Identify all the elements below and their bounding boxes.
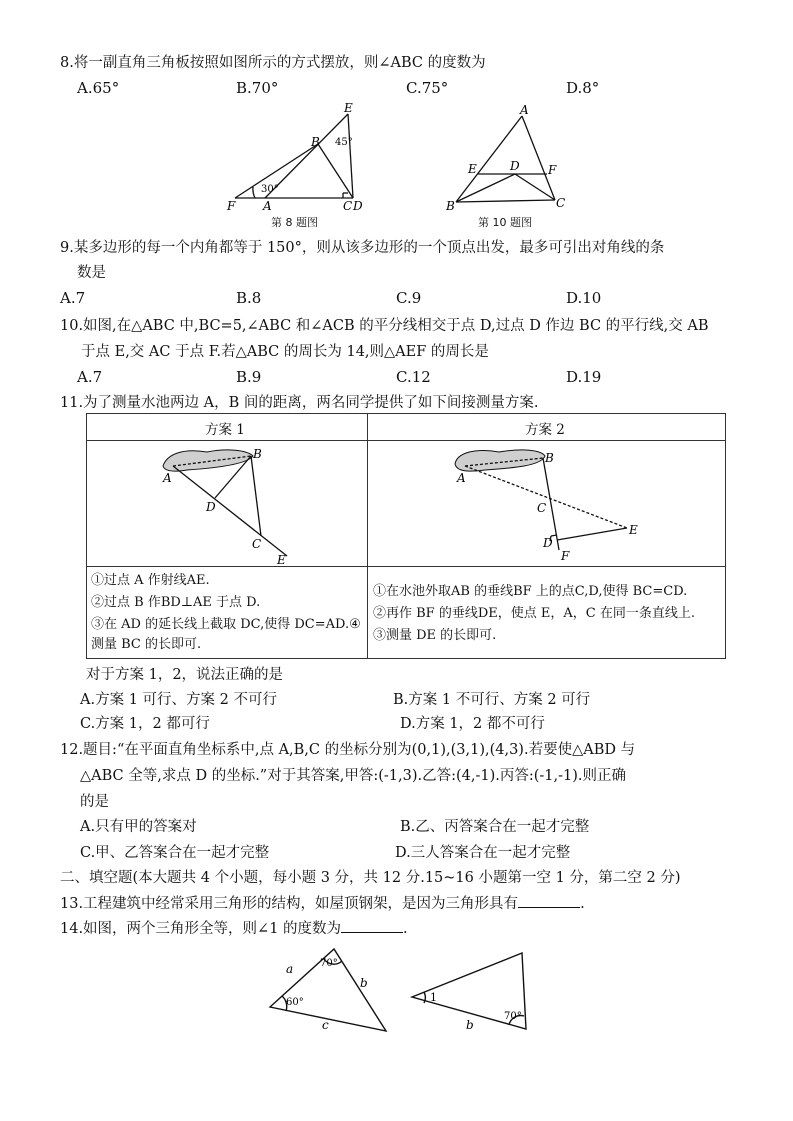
- q11-plan-table: [86, 413, 726, 659]
- q11-option-a: A.方案 1 可行、方案 2 不可行: [80, 692, 277, 708]
- fig10-label-d: D: [510, 159, 520, 173]
- figure-10: [442, 102, 582, 217]
- q8-option-a: A.65°: [77, 79, 120, 97]
- tri2-angle-1: 1: [430, 991, 437, 1004]
- fig10-label-c: C: [556, 196, 566, 210]
- q14-answer-blank[interactable]: [341, 918, 403, 933]
- q8-stem: 8.将一副直角三角板按照如图所示的方式摆放，则∠ABC 的度数为: [60, 55, 486, 71]
- q9-option-c: C.9: [396, 289, 422, 307]
- q13-end: .: [580, 896, 585, 912]
- fig10-label-b: B: [446, 199, 455, 213]
- q9-option-d: D.10: [566, 289, 602, 307]
- q12-option-b: B.乙、丙答案合在一起才完整: [400, 819, 590, 835]
- fig8-caption: 第 8 题图: [271, 216, 318, 229]
- plan2-step-2: ②再作 BF 的垂线DE，使点 E，A，C 在同一条直线上.: [373, 606, 695, 621]
- plan2-title: 方案 2: [525, 422, 565, 438]
- q11-stem: 11.为了测量水池两边 A，B 间的距离，两名同学提供了如下间接测量方案.: [60, 395, 539, 411]
- q12-stem-line2: △ABC 全等,求点 D 的坐标.”对于其答案,甲答:(-1,3).乙答:(4,-1).丙答:(-1,-1).则正确: [80, 768, 627, 784]
- plan1-title: 方案 1: [205, 422, 245, 438]
- fig10-label-a: A: [520, 103, 529, 117]
- q10-option-a: A.7: [77, 368, 103, 386]
- fig8-label-f: F: [227, 199, 236, 213]
- plan1-step-3: ③在 AD 的延长线上截取 DC,使得 DC=AD.④: [91, 617, 361, 632]
- plan1-step-1: ①过点 A 作射线AE.: [91, 573, 210, 588]
- tri1-angle-top: 70°: [320, 958, 338, 969]
- tri2-side-b: b: [466, 1018, 474, 1032]
- plan2-label-d: D: [543, 536, 553, 550]
- plan2-label-b: B: [545, 451, 554, 465]
- q9-stem-line2: 数是: [77, 265, 106, 281]
- fig8-label-e: E: [344, 101, 353, 115]
- q8-option-d: D.8°: [566, 79, 600, 97]
- q9-option-a: A.7: [60, 289, 86, 307]
- q14-stem: 14.如图，两个三角形全等，则∠1 的度数为: [60, 921, 342, 937]
- q8-option-b: B.70°: [236, 79, 279, 97]
- fig8-label-c: C: [343, 199, 353, 213]
- figure-8: [225, 100, 375, 230]
- plan2-label-e: E: [629, 523, 638, 537]
- plan1-step-4: 测量 BC 的长即可.: [91, 637, 202, 652]
- fig8-label-a: A: [263, 199, 272, 213]
- q11-after: 对于方案 1，2，说法正确的是: [86, 667, 284, 683]
- q12-stem-line1: 12.题目:“在平面直角坐标系中,点 A,B,C 的坐标分别为(0,1),(3,1),(4,3).若要使△ABD 与: [60, 742, 636, 758]
- q13-stem: 13.工程建筑中经常采用三角形的结构，如屋顶钢架，是因为三角形具有: [60, 896, 519, 912]
- tri1-side-c: c: [322, 1018, 329, 1032]
- plan2-figure: [447, 444, 667, 566]
- q10-option-b: B.9: [236, 368, 262, 386]
- fig10-label-f: F: [548, 163, 557, 177]
- q14-line: [60, 918, 408, 939]
- plan1-label-b: B: [253, 447, 262, 461]
- q10-option-d: D.19: [566, 368, 602, 386]
- q10-stem-line1: 10.如图,在△ABC 中,BC=5,∠ABC 和∠ACB 的平分线相交于点 D,过点 D 作边 BC 的平行线,交 AB: [60, 318, 709, 334]
- q8-option-c: C.75°: [406, 79, 449, 97]
- plan2-label-c: C: [537, 501, 547, 515]
- q9-stem-line1: 9.某多边形的每一个内角都等于 150°，则从该多边形的一个顶点出发，最多可引出对角线的条: [60, 240, 665, 256]
- tri1-angle-left: 60°: [286, 997, 304, 1008]
- fig8-angle-45: 45°: [335, 137, 353, 148]
- q12-option-d: D.三人答案合在一起才完整: [395, 845, 571, 861]
- q12-option-a: A.只有甲的答案对: [80, 819, 197, 835]
- plan2-label-a: A: [457, 471, 466, 485]
- q10-option-c: C.12: [396, 368, 431, 386]
- fig8-label-d: D: [353, 199, 363, 213]
- plan1-label-d: D: [206, 500, 216, 514]
- tri1-side-b: b: [360, 976, 368, 990]
- plan1-label-a: A: [163, 471, 172, 485]
- figure-14: [262, 945, 542, 1040]
- q11-option-b: B.方案 1 不可行、方案 2 可行: [393, 692, 591, 708]
- tri1-side-a: a: [286, 962, 294, 976]
- plan2-label-f: F: [561, 549, 570, 563]
- q13-line: [60, 893, 585, 914]
- q11-option-c: C.方案 1，2 都可行: [80, 716, 210, 732]
- plan1-step-2: ②过点 B 作BD⊥AE 于点 D.: [91, 595, 261, 610]
- fig10-label-e: E: [468, 162, 477, 176]
- section2-heading: 二、填空题(本大题共 4 个小题，每小题 3 分，共 12 分.15~16 小题第一空 1 分，第二空 2 分): [60, 870, 681, 886]
- q12-option-c: C.甲、乙答案合在一起才完整: [80, 845, 270, 861]
- fig8-label-b: B: [311, 135, 320, 149]
- fig10-caption: 第 10 题图: [478, 216, 532, 229]
- q14-end: .: [403, 921, 408, 937]
- plan1-label-e: E: [277, 553, 286, 566]
- q12-stem-line3: 的是: [80, 794, 109, 810]
- q9-option-b: B.8: [236, 289, 262, 307]
- q11-option-d: D.方案 1，2 都不可行: [400, 716, 545, 732]
- plan1-figure: [147, 444, 307, 566]
- q13-answer-blank[interactable]: [518, 893, 580, 908]
- q10-stem-line2: 于点 E,交 AC 于点 F.若△ABC 的周长为 14,则△AEF 的周长是: [81, 344, 489, 360]
- plan2-step-3: ③测量 DE 的长即可.: [373, 628, 497, 643]
- tri2-angle-right: 70°: [504, 1011, 522, 1022]
- plan1-label-c: C: [252, 537, 262, 551]
- fig8-angle-30: 30°: [261, 184, 279, 195]
- plan2-step-1: ①在水池外取AB 的垂线BF 上的点C,D,使得 BC=CD.: [373, 584, 688, 599]
